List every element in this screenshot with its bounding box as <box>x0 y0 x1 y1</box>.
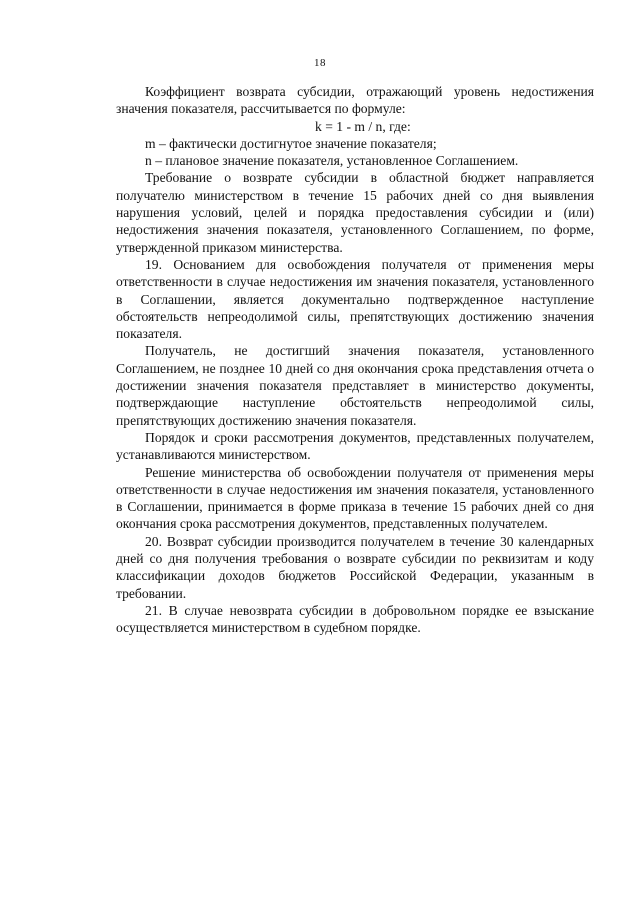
page-number: 18 <box>314 57 326 69</box>
formula-line: k = 1 - m / n, где: <box>315 118 411 134</box>
paragraph-ministry-decision: Решение министерства об освобождении получателя от применения меры ответственности в случае недостижения им значения показателя, установленного в Соглашении, принимается в форме приказа в течение 15 рабочих дней со дня окончания срока рассмотрения документов, представленных получателем. <box>116 464 594 532</box>
paragraph-21: 21. В случае невозврата субсидии в добровольном порядке ее взыскание осуществляется министерством в судебном порядке. <box>116 602 594 636</box>
paragraph-19: 19. Основанием для освобождения получателя от применения меры ответственности в случае недостижения им значения показателя, установленного в Соглашении, является документально подтвержденное наступление обстоятельств непреодолимой силы, препятствующих достижению значения показателя. <box>116 256 594 342</box>
document-body <box>116 83 594 637</box>
paragraph-return-requirement: Требование о возврате субсидии в областной бюджет направляется получателю министерством в течение 15 рабочих дней со дня выявления нарушения условий, целей и порядка предоставления субсидии и (или) недостижения значения показателя, установленного Соглашением, по форме, утвержденной приказом министерства. <box>116 170 594 255</box>
paragraph-20: 20. Возврат субсидии производится получателем в течение 30 календарных дней со дня получения требования о возврате субсидии по реквизитам и коду классификации доходов бюджетов Российской Федерации, указанным в требовании. <box>116 533 594 601</box>
definition-n: n – плановое значение показателя, установленное Соглашением. <box>145 153 519 169</box>
paragraph-review-procedure: Порядок и сроки рассмотрения документов, представленных получателем, устанавливаются министерством. <box>116 429 594 463</box>
paragraph-coefficient-intro: Коэффициент возврата субсидии, отражающий уровень недостижения значения показателя, рассчитывается по формуле: <box>116 84 594 117</box>
definition-m: m – фактически достигнутое значение показателя; <box>145 135 437 151</box>
paragraph-recipient-documents: Получатель, не достигший значения показателя, установленного Соглашением, не позднее 10 дней со дня окончания срока представления отчета о достижении значения показателя представляет в министерство документы, подтверждающие наступление обстоятельств непреодолимой силы, препятствующих достижению значения показателя. <box>116 343 594 428</box>
